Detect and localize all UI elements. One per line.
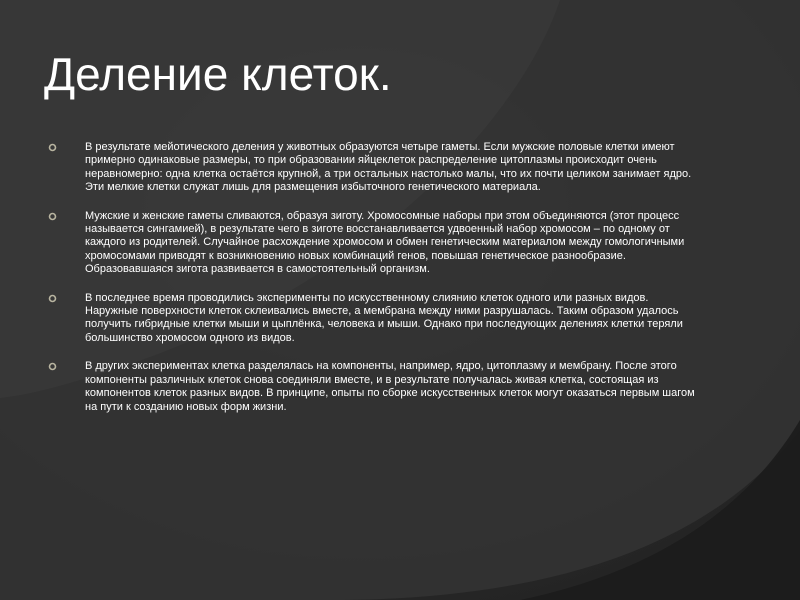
bullet-item bbox=[48, 210, 698, 277]
slide-title: Деление клеток. bbox=[44, 48, 392, 100]
ring-bullet-icon bbox=[48, 212, 57, 221]
bullet-item bbox=[48, 292, 698, 346]
ring-bullet-icon bbox=[48, 294, 57, 303]
bullet-item bbox=[48, 141, 698, 195]
bullet-text: В последнее время проводились эксперименты по искусственному слиянию клеток одного или разных видов. Наружные поверхности клеток склеивались вместе, а мембрана между ними разрушалась. Таким образом удалось получить гибридные клетки мыши и цыплёнка, человека и мыши. Однако при последующих делениях клетки теряли большинство хромосом одного из видов. bbox=[85, 291, 683, 344]
bullet-text: В результате мейотического деления у животных образуются четыре гаметы. Если мужские половые клетки имеют примерно одинаковые размеры, то при образовании яйцеклеток распределение цитоплазмы происходит очень неравномерно: одна клетка остаётся крупной, а три остальных настолько малы, что их почти целиком занимает ядро. Эти мелкие клетки служат лишь для размещения избыточного генетического материала. bbox=[85, 141, 692, 194]
bullet-text: В других экспериментах клетка разделялась на компоненты, например, ядро, цитоплазму и мембрану. После этого компоненты различных клеток снова соединяли вместе, и в результате получалась живая клетка, состоящая из компонентов клеток разных видов. В принципе, опыты по сборке искусственных клеток могут оказаться первым шагом на пути к созданию новых форм жизни. bbox=[85, 360, 695, 413]
ring-bullet-icon bbox=[48, 143, 57, 152]
bullet-item bbox=[48, 360, 698, 414]
bullet-text: Мужские и женские гаметы сливаются, образуя зиготу. Хромосомные наборы при этом объединяются (этот процесс называется сингамией), в результате чего в зиготе восстанавливается удвоенный набор хромосом – по одному от каждого из родителей. Случайное расхождение хромосом и обмен генетическим материалом между гомологичными хромосомами приводят к возникновению новых комбинаций генов, повышая генетическое разнообразие. Образовавшаяся зигота развивается в самостоятельный организм. bbox=[85, 209, 685, 276]
ring-bullet-icon bbox=[48, 362, 57, 371]
bullet-list bbox=[48, 141, 698, 429]
